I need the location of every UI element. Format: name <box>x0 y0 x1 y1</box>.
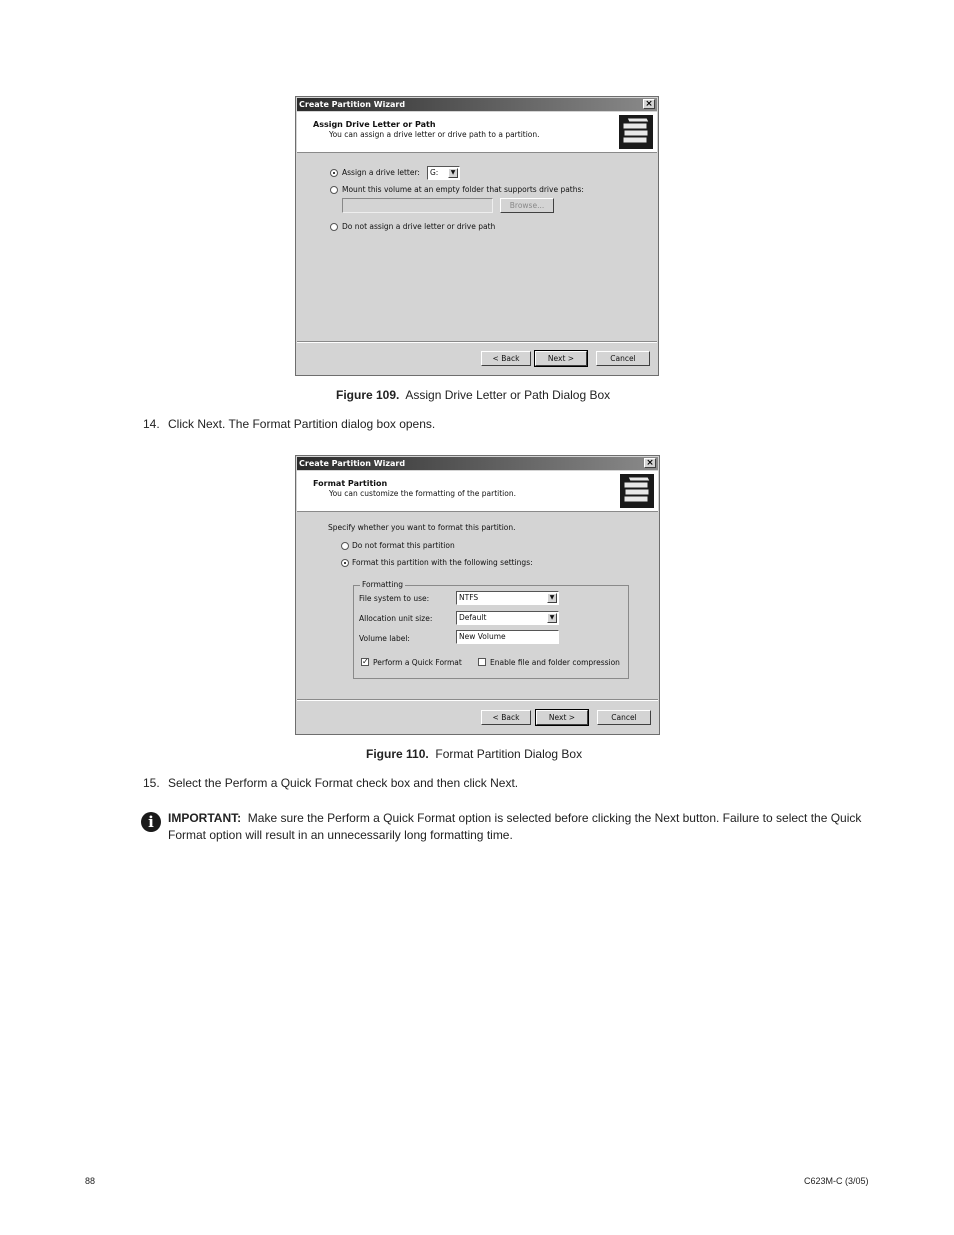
compression-checkbox[interactable] <box>478 658 486 666</box>
formatting-group <box>353 580 629 679</box>
page-number: 88 <box>85 1176 96 1186</box>
figure-number: Figure 109. <box>336 388 400 402</box>
close-button[interactable]: × <box>644 458 656 468</box>
document-code: C623M-C (3/05) <box>804 1176 869 1186</box>
browse-button[interactable]: Browse... <box>500 198 554 213</box>
important-text: Make sure the Perform a Quick Format option is selected before clicking the Next button. Failure to select the Quick Format option will result in an unnecessarily long formatting time. <box>168 811 862 842</box>
dialog-titlebar <box>297 457 658 470</box>
mount-folder-radio[interactable] <box>330 186 338 194</box>
step-14 <box>143 417 436 431</box>
cancel-button[interactable]: Cancel <box>596 351 650 366</box>
info-icon: i <box>141 812 161 832</box>
no-letter-radio[interactable] <box>330 223 338 231</box>
format-partition-dialog <box>295 455 660 735</box>
drive-letter-select[interactable] <box>427 166 460 180</box>
close-button[interactable]: × <box>643 99 655 109</box>
volume-label-label: Volume label: <box>359 634 410 643</box>
allocation-label: Allocation unit size: <box>359 614 433 623</box>
chevron-down-icon[interactable]: ▼ <box>448 168 458 178</box>
file-system-label: File system to use: <box>359 594 430 603</box>
figure-caption-text: Assign Drive Letter or Path Dialog Box <box>405 388 611 402</box>
next-button[interactable]: Next > <box>535 351 587 366</box>
figure-caption-text: Format Partition Dialog Box <box>435 747 583 761</box>
volume-label-input[interactable] <box>456 630 559 644</box>
footer-separator <box>297 699 658 701</box>
specify-text: Specify whether you want to format this partition. <box>328 523 516 532</box>
assign-letter-label: Assign a drive letter: <box>342 168 420 177</box>
format-label: Format this partition with the following settings: <box>352 558 533 567</box>
chevron-down-icon[interactable]: ▼ <box>547 613 557 623</box>
folder-path-input[interactable] <box>342 198 493 213</box>
quick-format-label: Perform a Quick Format <box>373 658 462 667</box>
file-system-select[interactable] <box>456 591 559 605</box>
no-letter-label: Do not assign a drive letter or drive path <box>342 222 496 231</box>
disk-stack-icon <box>619 115 653 149</box>
wizard-header <box>297 112 657 153</box>
file-system-value: NTFS <box>459 593 479 602</box>
quick-format-checkbox[interactable]: ✓ <box>362 657 369 666</box>
drive-letter-value: G: <box>430 168 439 177</box>
header-title: Assign Drive Letter or Path <box>313 120 436 129</box>
important-label: IMPORTANT: <box>168 811 242 825</box>
allocation-value: Default <box>459 613 487 622</box>
assign-drive-letter-dialog <box>295 96 659 376</box>
chevron-down-icon[interactable]: ▼ <box>547 593 557 603</box>
wizard-header <box>297 471 658 512</box>
allocation-select[interactable] <box>456 611 559 625</box>
mount-folder-label: Mount this volume at an empty folder that supports drive paths: <box>342 185 584 194</box>
cancel-button[interactable]: Cancel <box>597 710 651 725</box>
back-button[interactable]: < Back <box>481 710 531 725</box>
assign-letter-radio[interactable] <box>330 169 338 177</box>
step-number: 15. <box>143 776 160 790</box>
no-format-label: Do not format this partition <box>352 541 455 550</box>
compression-label: Enable file and folder compression <box>490 658 620 667</box>
step-number: 14. <box>143 417 160 431</box>
dialog-title: Create Partition Wizard <box>299 459 406 468</box>
next-button[interactable]: Next > <box>536 710 588 725</box>
footer-separator <box>297 341 657 343</box>
header-title: Format Partition <box>313 479 388 488</box>
step-text: Select the Perform a Quick Format check box and then click Next. <box>168 776 519 790</box>
format-radio[interactable] <box>341 559 349 567</box>
dialog-titlebar <box>297 98 657 111</box>
important-note <box>168 810 873 844</box>
group-legend: Formatting <box>362 580 403 589</box>
header-subtitle: You can assign a drive letter or drive path to a partition. <box>329 130 540 139</box>
step-15 <box>143 776 519 790</box>
no-format-radio[interactable] <box>341 542 349 550</box>
figure-number: Figure 110. <box>366 747 429 761</box>
step-text: Click Next. The Format Partition dialog box opens. <box>168 417 436 431</box>
back-button[interactable]: < Back <box>481 351 531 366</box>
figure-110-caption <box>366 747 582 761</box>
dialog-title: Create Partition Wizard <box>299 100 406 109</box>
disk-stack-icon <box>620 474 654 508</box>
header-subtitle: You can customize the formatting of the partition. <box>329 489 516 498</box>
volume-label-value: New Volume <box>459 632 506 641</box>
figure-109-caption <box>336 388 610 402</box>
